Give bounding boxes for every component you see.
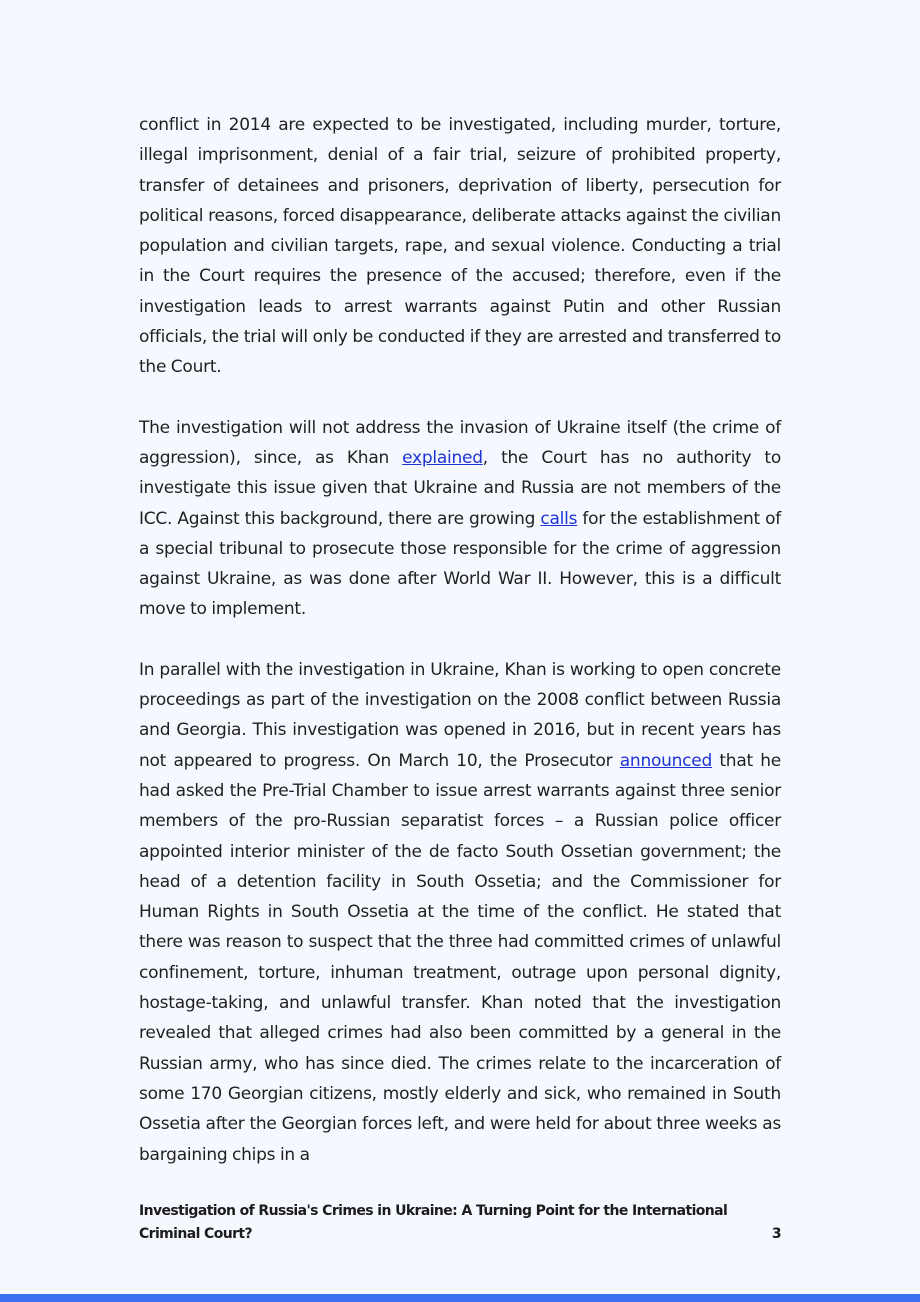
paragraph-2 <box>139 413 781 625</box>
paragraph-1 <box>139 110 781 383</box>
paragraph-3-text-b: that he had asked the Pre-Trial Chamber to issue arrest warrants against three senior members of the pro-Russian separatist forces – a Russian police officer appointed interior minister of the de facto South Ossetian government; the head of a detention facility in South Ossetia; and the Commissioner for Human Rights in South Ossetia at the time of the conflict. He stated that there was reason to suspect that the three had committed crimes of unlawful confinement, torture, inhuman treatment, outrage upon personal dignity, hostage-taking, and unlawful transfer. Khan noted that the investigation revealed that alleged crimes had also been committed by a general in the Russian army, who has since died. The crimes relate to the incarceration of some 170 Georgian citizens, mostly elderly and sick, who remained in South Ossetia after the Georgian forces left, and were held for about three weeks as bargaining chips in a <box>139 750 781 1165</box>
paragraph-3-text-a: In parallel with the investigation in Ukraine, Khan is working to open concrete proceedings as part of the investigation on the 2008 conflict between Russia and Georgia. This investigation was opened in 2016, but in recent years has not appeared to progress. On March 10, the Prosecutor <box>139 659 781 771</box>
explained-link[interactable]: explained <box>402 447 483 468</box>
paragraph-1-text: conflict in 2014 are expected to be investigated, including murder, torture, illegal imprisonment, denial of a fair trial, seizure of prohibited property, transfer of detainees and prisoners, deprivation of liberty, persecution for political reasons, forced disappearance, deliberate attacks against the civilian population and civilian targets, rape, and sexual violence. Conducting a trial in the Court requires the presence of the accused; therefore, even if the investigation leads to arrest warrants against Putin and other Russian officials, the trial will only be conducted if they are arrested and transferred to the Court. <box>139 115 781 378</box>
bottom-accent-bar <box>0 1294 920 1302</box>
footer-document-title: Investigation of Russia's Crimes in Ukraine: A Turning Point for the International Criminal Court? <box>139 1203 728 1242</box>
announced-link[interactable]: announced <box>619 750 713 771</box>
paragraph-2-text-a: The investigation will not address the invasion of Ukraine itself (the crime of aggression), since, as Khan <box>139 417 781 468</box>
calls-link[interactable]: calls <box>540 508 578 529</box>
document-body <box>139 110 781 1200</box>
page-number: 3 <box>771 1226 781 1242</box>
paragraph-2-text-b: , the Court has no authority to investigate this issue given that Ukraine and Russia are not members of the ICC. Against this background, there are growing <box>139 447 781 529</box>
paragraph-2-text-c: for the establishment of a special tribunal to prosecute those responsible for the crime of aggression against Ukraine, as was done after World War II. However, this is a difficult move to implement. <box>139 508 781 620</box>
paragraph-3 <box>139 655 781 1170</box>
page-footer <box>139 1200 781 1246</box>
